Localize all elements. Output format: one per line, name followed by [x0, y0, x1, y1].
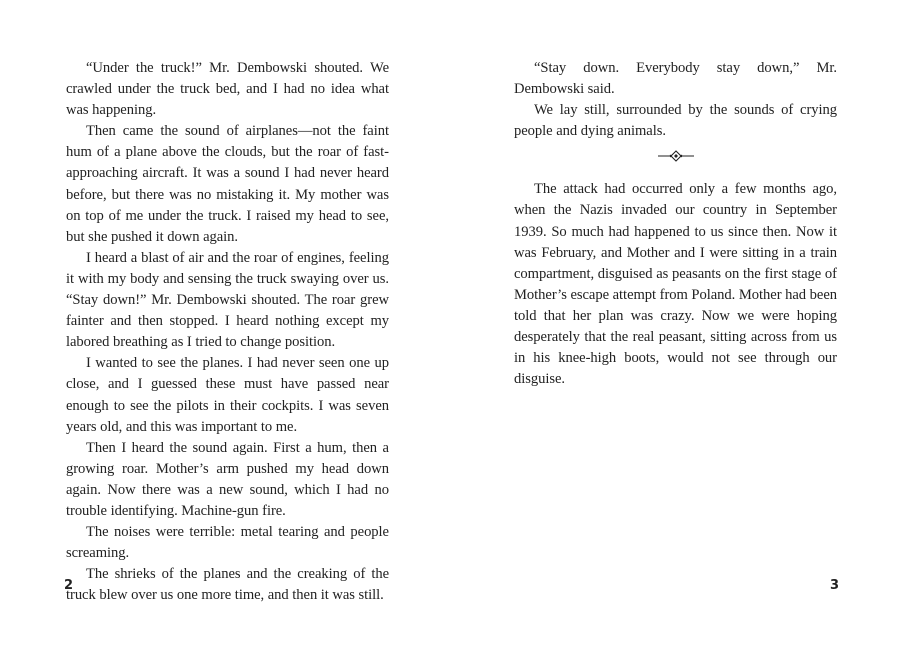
- paragraph: “Under the truck!” Mr. Dembowski shouted. We crawled under the truck bed, and I had no idea what was happening.: [66, 60, 389, 119]
- paragraph: We lay still, surrounded by the sounds of crying people and dying animals.: [514, 102, 837, 140]
- page-number: 2: [64, 578, 74, 593]
- right-text-column: [514, 58, 837, 390]
- paragraph: The shrieks of the planes and the creaking of the truck blew over us one more time, and then it was still.: [66, 566, 389, 604]
- page-number: 3: [830, 578, 840, 593]
- paragraph: I wanted to see the planes. I had never seen one up close, and I guessed these must have passed near enough to see the pilots in their cockpits. I was seven years old, and this was important to me.: [66, 355, 389, 435]
- paragraph: Then I heard the sound again. First a hum, then a growing roar. Mother’s arm pushed my head down again. Now there was a new sound, which I had no trouble identifying. Machine-gun fire.: [66, 439, 389, 519]
- paragraph: “Stay down. Everybody stay down,” Mr. Dembowski said.: [514, 60, 837, 98]
- paragraph: I heard a blast of air and the roar of engines, feeling it with my body and sensing the truck swaying over us. “Stay down!” Mr. Dembowski shouted. The roar grew fainter and then stopped. I heard nothing except my labored breathing as I tried to change position.: [66, 249, 389, 351]
- right-page: [450, 0, 900, 654]
- paragraph: The noises were terrible: metal tearing and people screaming.: [66, 524, 389, 562]
- paragraph: The attack had occurred only a few months ago, when the Nazis invaded our country in September 1939. So much had happened to us since then. Now it was February, and Mother and I were sitting in a train compartment, disguised as peasants on the first stage of Mother’s escape attempt from Poland. Mother had been told that her plan was crazy. Now we were hoping desperately that the real peasant, sitting across from us in his knee-high boots, would not see through our disguise.: [514, 181, 837, 388]
- left-text-column: [66, 58, 389, 606]
- paragraph: Then came the sound of airplanes—not the faint hum of a plane above the clouds, but the roar of fast-approaching aircraft. It was a sound I had never heard before, but there was no mistaking it. My mother was on top of me under the truck. I raised my head to see, but she pushed it down again.: [66, 123, 389, 245]
- section-break-diamond-icon: [657, 149, 695, 163]
